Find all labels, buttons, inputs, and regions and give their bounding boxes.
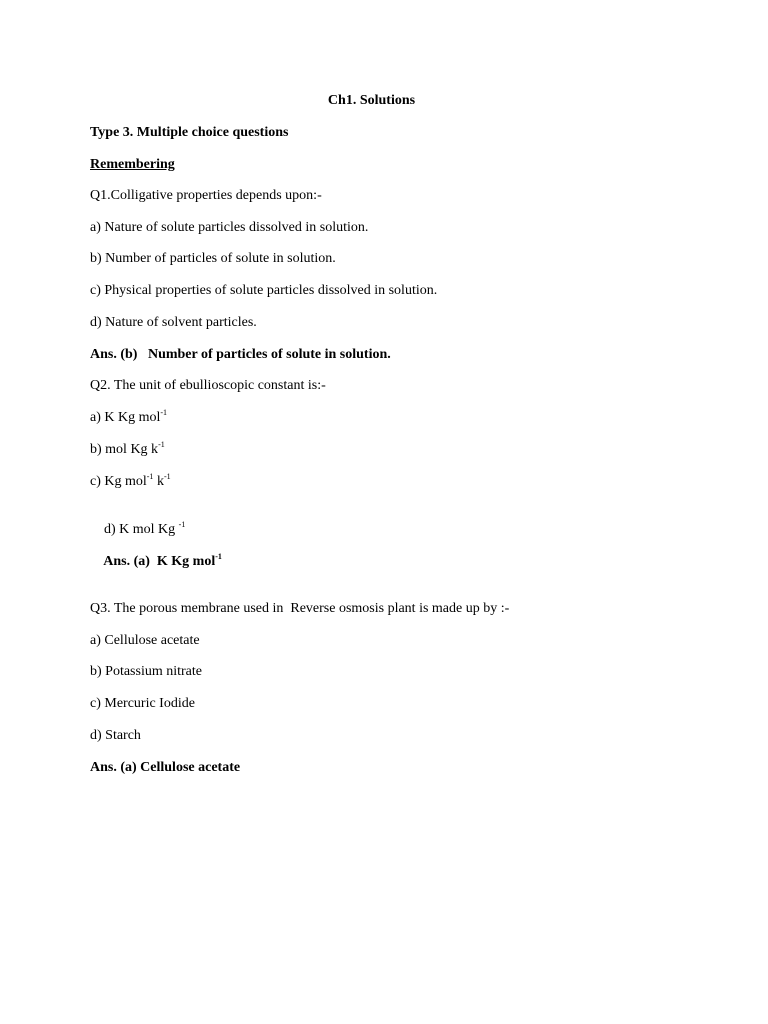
q2-answer [90,538,222,586]
page-title: Ch1. Solutions [327,93,416,108]
q2-option-b-sup: -1 [158,440,165,449]
q3-option-c: c) Mercuric Iodide [90,696,195,711]
q2-answer-text: Ans. (a) K Kg mol [103,554,216,569]
q2-option-c [90,474,171,490]
q2-option-a [90,410,167,426]
q3-option-d: d) Starch [90,728,141,743]
q1-option-a: a) Nature of solute particles dissolved in solution. [90,220,369,235]
q2-option-c-sup2: -1 [163,472,171,481]
q1-question: Q1.Colligative properties depends upon:- [90,188,322,203]
q2-option-c-text2: k [153,474,164,489]
q1-answer: Ans. (b) Number of particles of solute in solution. [90,347,391,362]
q2-answer-sup: -1 [215,552,222,561]
q2-question: Q2. The unit of ebullioscopic constant is:- [90,378,326,393]
q2-option-c-sup1: -1 [146,472,154,481]
q1-option-d: d) Nature of solvent particles. [90,315,257,330]
q3-option-b: b) Potassium nitrate [90,664,202,679]
q1-option-b: b) Number of particles of solute in solution. [90,251,336,266]
q2-option-b-text: b) mol Kg k [90,442,159,457]
section-heading: Type 3. Multiple choice questions [90,125,289,140]
q2-option-a-sup: -1 [160,408,168,417]
subsection-heading: Remembering [90,157,175,172]
q3-answer: Ans. (a) Cellulose acetate [90,760,241,775]
q2-option-d-sup: -1 [178,520,186,529]
q2-option-d-text: d) K mol Kg [104,522,179,537]
q2-option-c-text1: c) Kg mol [90,474,147,489]
q3-option-a: a) Cellulose acetate [90,633,200,648]
q1-option-c: c) Physical properties of solute particles dissolved in solution. [90,283,438,298]
q3-question: Q3. The porous membrane used in Reverse osmosis plant is made up by :- [90,601,510,616]
q2-option-a-text: a) K Kg mol [90,410,161,425]
q2-option-b [90,442,165,458]
